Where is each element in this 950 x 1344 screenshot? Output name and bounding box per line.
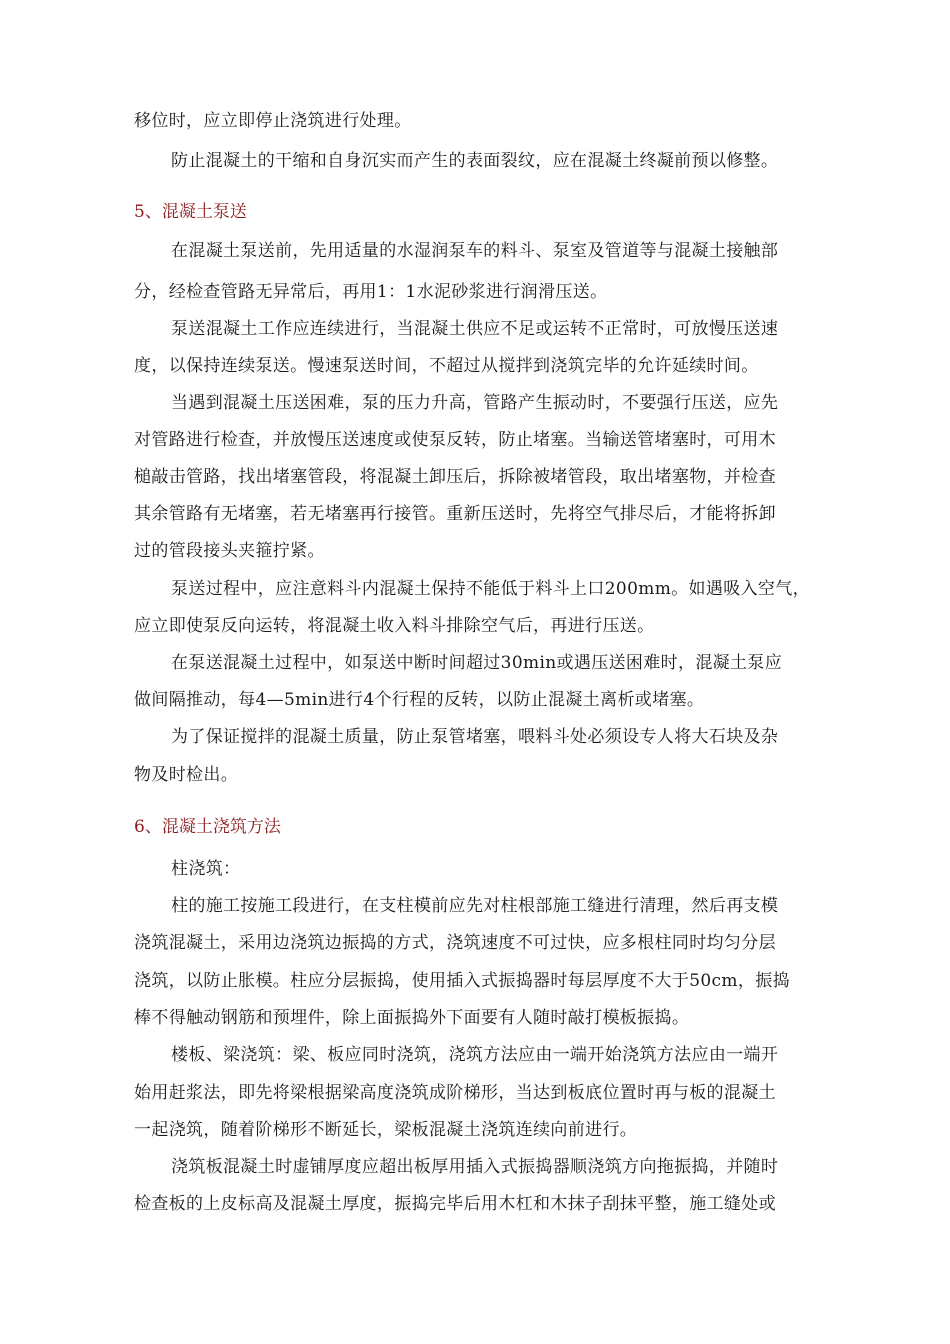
- paragraph-line: 柱的施工按施工段进行，在支柱模前应先对柱根部施工缝进行清理，然后再支模: [171, 896, 779, 916]
- paragraph-line: 对管路进行检查，并放慢压送速度或使泵反转，防止堵塞。当输送管堵塞时，可用木: [134, 430, 776, 450]
- paragraph-line: 楼板、梁浇筑：梁、板应同时浇筑，浇筑方法应由一端开始浇筑方法应由一端开: [171, 1045, 779, 1065]
- paragraph-line: 为了保证搅拌的混凝土质量，防止泵管堵塞，喂料斗处必须设专人将大石块及杂: [171, 727, 779, 747]
- paragraph-line: 浇筑，以防止胀模。柱应分层振捣，使用插入式振捣器时每层厚度不大于50cm，振捣: [134, 971, 790, 991]
- paragraph-line: 浇筑混凝土，采用边浇筑边振捣的方式，浇筑速度不可过快，应多根柱同时均匀分层: [134, 933, 776, 953]
- paragraph-line: 一起浇筑，随着阶梯形不断延长，梁板混凝土浇筑连续向前进行。: [134, 1120, 638, 1140]
- paragraph-line: 移位时，应立即停止浇筑进行处理。: [134, 111, 412, 131]
- paragraph-line: 槌敲击管路，找出堵塞管段，将混凝土卸压后，拆除被堵管段，取出堵塞物，并检查: [134, 467, 776, 487]
- paragraph-line: 做间隔推动，每4—5min进行4个行程的反转，以防止混凝土离析或堵塞。: [134, 690, 705, 710]
- paragraph-line: 始用赶浆法，即先将梁根据梁高度浇筑成阶梯形，当达到板底位置时再与板的混凝土: [134, 1083, 776, 1103]
- paragraph-line: 泵送混凝土工作应连续进行，当混凝土供应不足或运转不正常时，可放慢压送速: [171, 319, 779, 339]
- paragraph-line: 物及时检出。: [134, 765, 239, 785]
- paragraph-line: 在泵送混凝土过程中，如泵送中断时间超过30min或遇压送困难时，混凝土泵应: [171, 653, 783, 673]
- section-heading-6: 6、混凝土浇筑方法: [134, 817, 281, 837]
- paragraph-line: 其余管路有无堵塞，若无堵塞再行接管。重新压送时，先将空气排尽后，才能将拆卸: [134, 504, 776, 524]
- paragraph-line: 度，以保持连续泵送。慢速泵送时间，不超过从搅拌到浇筑完毕的允许延续时间。: [134, 356, 759, 376]
- paragraph-line: 分，经检查管路无异常后，再用1：1水泥砂浆进行润滑压送。: [134, 282, 608, 302]
- paragraph-line: 检查板的上皮标高及混凝土厚度，振捣完毕后用木杠和木抹子刮抹平整，施工缝处或: [134, 1194, 776, 1214]
- paragraph-line: 过的管段接头夹箍拧紧。: [134, 541, 325, 561]
- paragraph-line: 防止混凝土的干缩和自身沉实而产生的表面裂纹，应在混凝土终凝前预以修整。: [171, 151, 779, 171]
- paragraph-line: 泵送过程中，应注意料斗内混凝土保持不能低于料斗上口200mm。如遇吸入空气，: [171, 579, 810, 599]
- paragraph-line: 当遇到混凝土压送困难，泵的压力升高，管路产生振动时，不要强行压送，应先: [171, 393, 779, 413]
- section-heading-5: 5、混凝土泵送: [134, 202, 247, 222]
- paragraph-line: 在混凝土泵送前，先用适量的水湿润泵车的料斗、泵室及管道等与混凝土接触部: [171, 241, 779, 261]
- paragraph-line: 应立即使泵反向运转，将混凝土收入料斗排除空气后，再进行压送。: [134, 616, 655, 636]
- paragraph-line: 棒不得触动钢筋和预埋件，除上面振捣外下面要有人随时敲打模板振捣。: [134, 1008, 690, 1028]
- paragraph-line: 柱浇筑：: [171, 859, 241, 879]
- paragraph-line: 浇筑板混凝土时虚铺厚度应超出板厚用插入式振捣器顺浇筑方向拖振捣，并随时: [171, 1157, 779, 1177]
